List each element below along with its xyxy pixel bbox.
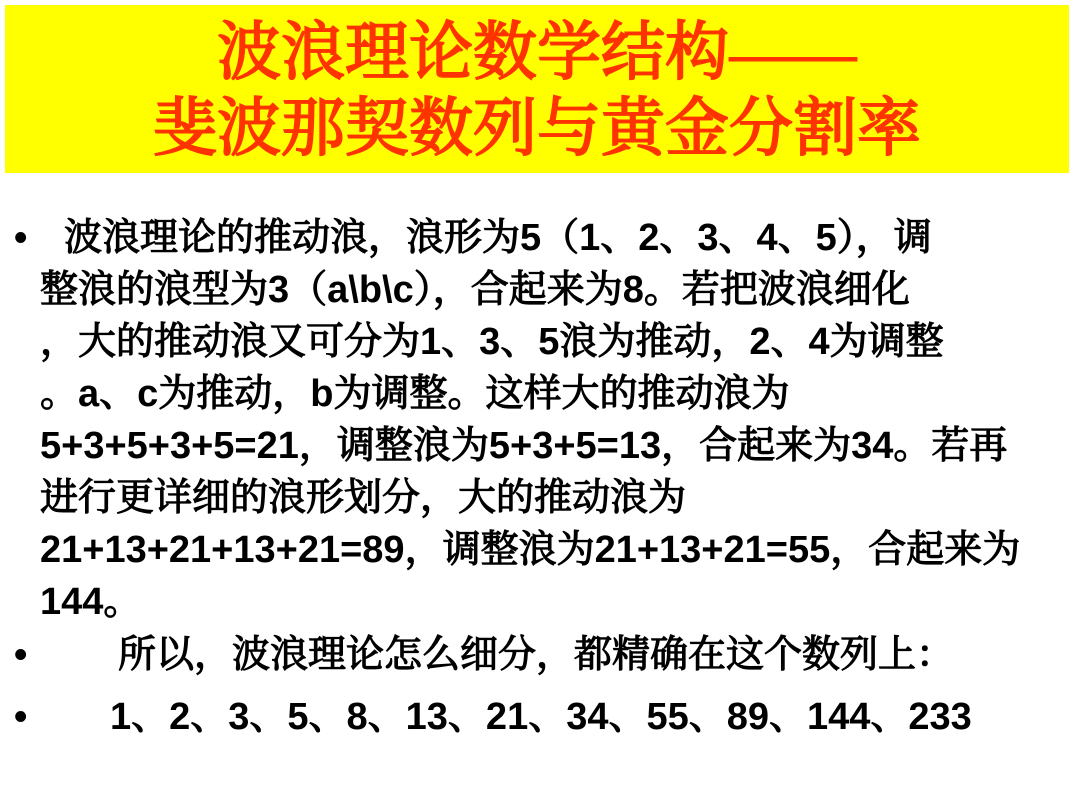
bullet-icon: • [14, 217, 28, 259]
paragraph-line: 21+13+21+13+21=89，调整浪为21+13+21=55，合起来为 [40, 529, 1021, 571]
bullet-icon: • [14, 634, 28, 676]
paragraph-text [40, 212, 1070, 628]
slide-title-line-1: 波浪理论数学结构—— [217, 17, 857, 88]
fibonacci-sequence-line: 1、2、3、5、8、13、21、34、55、89、144、233 [110, 696, 972, 738]
paragraph-line: 144。 [40, 581, 142, 623]
paragraph-line: 整浪的浪型为3（a\b\c），合起来为8。若把波浪细化 [40, 269, 910, 311]
paragraph-line: 5+3+5+3+5=21，调整浪为5+3+5=13，合起来为34。若再 [40, 425, 1008, 467]
paragraph-line: ，大的推动浪又可分为1、3、5浪为推动，2、4为调整 [40, 321, 944, 363]
paragraph-line: 。a、c为推动，b为调整。这样大的推动浪为 [40, 373, 790, 415]
bullet-icon: • [14, 696, 28, 738]
paragraph-line: 波浪理论的推动浪，浪形为5（1、2、3、4、5），调 [64, 217, 932, 259]
paragraph-line: 所以，波浪理论怎么细分，都精确在这个数列上： [118, 634, 955, 676]
slide-title-line-2: 斐波那契数列与黄金分割率 [153, 93, 921, 164]
paragraph-text [40, 691, 1070, 743]
paragraph-line: 进行更详细的浪形划分，大的推动浪为 [40, 477, 687, 519]
paragraph-text [40, 629, 1070, 681]
